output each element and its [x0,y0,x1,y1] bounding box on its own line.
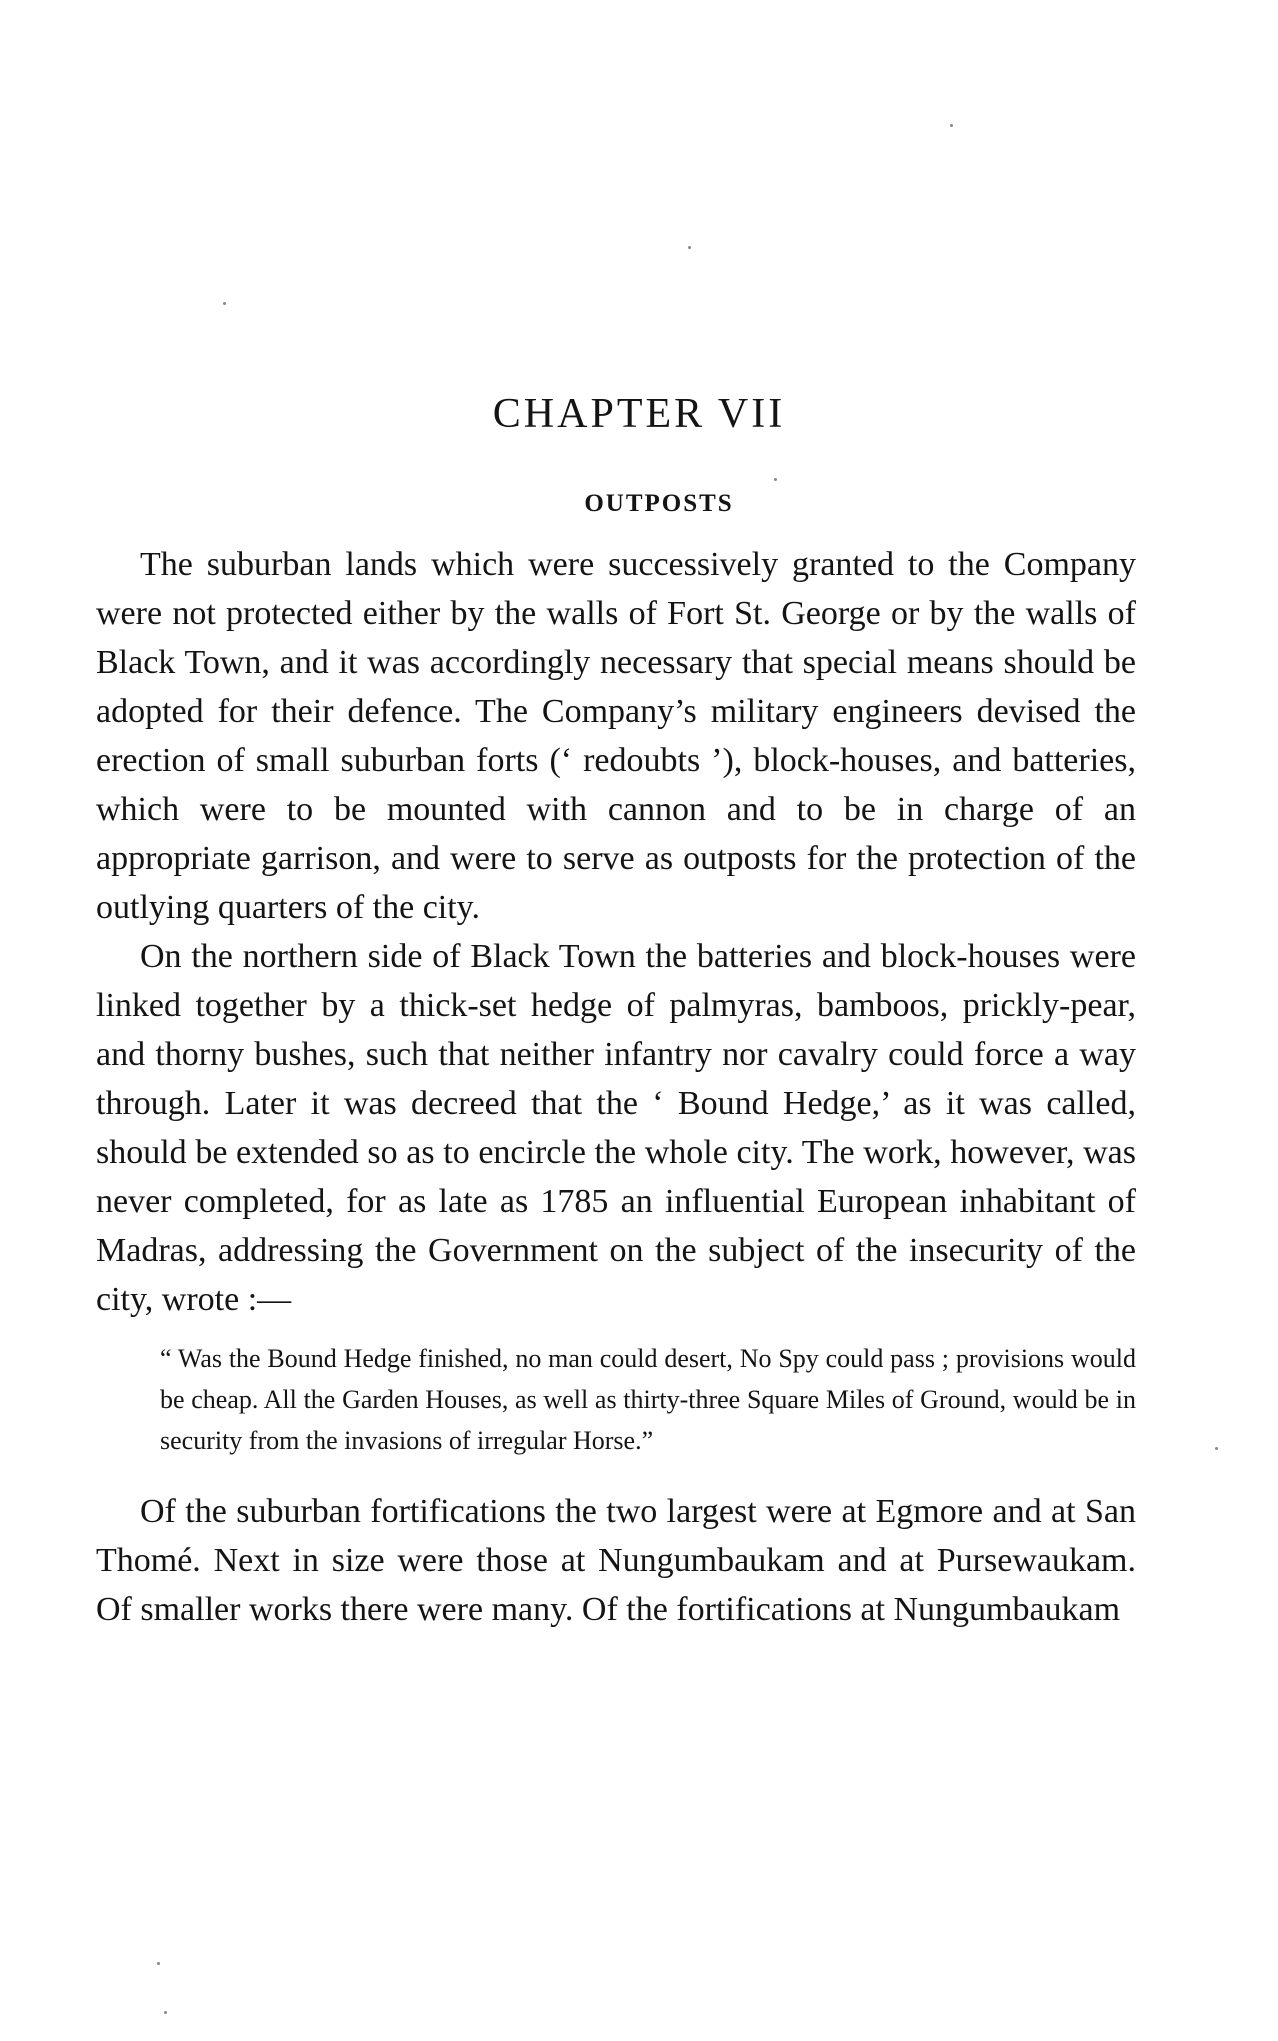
speckle [223,302,226,305]
block-quote: “ Was the Bound Hedge finished, no man could desert, No Spy could pass ; provisions would be cheap. All the Garden Houses, as well as thirty-three Square Miles of Ground, would be in security from the invasions of irregular Horse.” [160,1344,1136,1455]
speckle [157,1962,160,1965]
speckle [164,2011,167,2014]
speckle [774,478,777,481]
chapter-body [96,540,1136,1634]
speckle [688,246,691,249]
paragraph-2: On the northern side of Black Town the batteries and block-houses were linked together by a thick-set hedge of palmyras, bamboos, prickly-pear, and thorny bushes, such that neither infantry nor cavalry could force a way through. Later it was decreed that the ‘ Bound Hedge,’ as it was called, should be extended so as to encircle the whole city. The work, however, was never completed, for as late as 1785 an influential European inhabitant of Madras, addressing the Government on the subject of the insecurity of the city, wrote :— [96,938,1136,1318]
speckle [1215,1447,1218,1450]
paragraph-1: The suburban lands which were successively granted to the Company were not protected either by the walls of Fort St. George or by the walls of Black Town, and it was accordingly necessary that special means should be adopted for their defence. The Company’s military engineers devised the erection of small suburban forts (‘ redoubts ’), block-houses, and batteries, which were to be mounted with cannon and to be in charge of an appropriate garrison, and were to serve as outposts for the protection of the outlying quarters of the city. [96,546,1136,926]
section-title: OUTPOSTS [584,490,734,517]
speckle [950,124,953,127]
chapter-title: CHAPTER VII [492,391,786,437]
paragraph-3: Of the suburban fortifications the two largest were at Egmore and at San Thomé. Next in size were those at Nungumbaukam and at Pursewaukam. Of smaller works there were many. Of the fortifications at Nungumbaukam [96,1493,1136,1628]
